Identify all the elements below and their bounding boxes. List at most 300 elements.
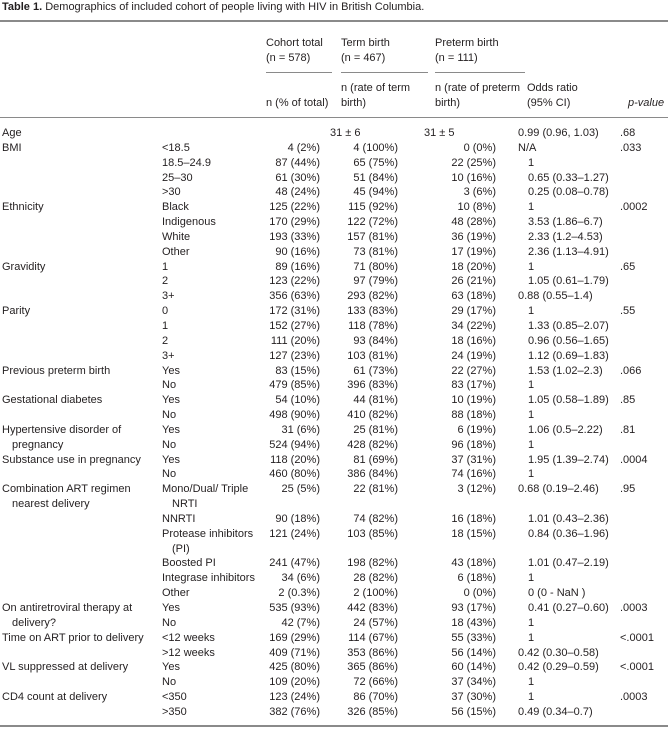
category-label-text: <12 weeks xyxy=(162,631,215,644)
term-birth-cell-text: 45 (94%) xyxy=(353,186,398,199)
odds-ratio-cell xyxy=(518,319,620,334)
term-birth-cell-text: 428 (82%) xyxy=(347,438,398,451)
odds-ratio-cell-text: 1 xyxy=(528,305,535,318)
variable-label xyxy=(0,646,162,661)
header-odds-ratio xyxy=(527,81,578,111)
term-birth-cell-text: 122 (72%) xyxy=(347,216,398,229)
category-label xyxy=(162,260,258,275)
category-label-text: Boosted PI xyxy=(162,557,216,570)
variable-label-text: CD4 count at delivery xyxy=(2,691,108,704)
header-cohort-sub: n (% of total) xyxy=(266,97,329,109)
p-value-cell-text: .95 xyxy=(620,483,636,496)
term-birth-cell xyxy=(330,274,424,289)
variable-label-cont: delivery? xyxy=(12,616,57,629)
preterm-birth-cell xyxy=(424,334,518,349)
category-label xyxy=(162,349,258,364)
odds-ratio-cell-text: 2.33 (1.2–4.53) xyxy=(528,230,603,243)
term-birth-cell xyxy=(330,586,424,601)
odds-ratio-cell xyxy=(518,230,620,245)
term-birth-cell xyxy=(330,675,424,690)
term-birth-cell xyxy=(330,334,424,349)
category-label-text: No xyxy=(162,409,177,422)
table-row xyxy=(0,438,668,453)
term-birth-cell xyxy=(330,556,424,571)
category-label-text: >12 weeks xyxy=(162,646,215,659)
p-value-cell xyxy=(620,141,668,156)
p-value-cell xyxy=(620,185,668,200)
p-value-cell xyxy=(620,601,668,616)
term-birth-cell-text: 410 (82%) xyxy=(347,409,398,422)
odds-ratio-cell xyxy=(518,185,620,200)
variable-label-text: Gestational diabetes xyxy=(2,394,103,407)
preterm-birth-cell-text: 74 (16%) xyxy=(451,468,496,481)
term-birth-cell xyxy=(330,319,424,334)
table-row xyxy=(0,349,668,364)
category-label-text: Black xyxy=(162,201,189,214)
cohort-total-cell xyxy=(258,245,330,260)
preterm-birth-cell-text: 17 (19%) xyxy=(451,245,496,258)
preterm-birth-cell-text: 18 (20%) xyxy=(451,260,496,273)
cohort-total-cell-text: 90 (18%) xyxy=(275,512,320,525)
odds-ratio-cell xyxy=(518,156,620,171)
odds-ratio-cell-text: 0.65 (0.33–1.27) xyxy=(528,171,609,184)
category-label-text: Yes xyxy=(162,364,180,377)
table-number: Table 1. xyxy=(2,1,43,13)
category-label xyxy=(162,171,258,186)
p-value-cell-text: <.0001 xyxy=(620,661,654,674)
term-birth-cell xyxy=(330,527,424,557)
table-row xyxy=(0,705,668,720)
odds-ratio-cell xyxy=(518,556,620,571)
odds-ratio-cell-text: 1 xyxy=(528,631,535,644)
p-value-cell xyxy=(620,675,668,690)
p-value-cell xyxy=(620,690,668,705)
preterm-birth-cell-text: 55 (33%) xyxy=(451,631,496,644)
cohort-total-cell xyxy=(258,126,330,141)
cohort-total-cell-text: 382 (76%) xyxy=(269,705,320,718)
header-term-title xyxy=(341,36,390,66)
table-row xyxy=(0,527,668,557)
header-term-sub1: n (rate of term xyxy=(341,82,411,94)
cohort-total-cell-text: 170 (29%) xyxy=(269,216,320,229)
p-value-cell xyxy=(620,334,668,349)
cohort-total-cell xyxy=(258,364,330,379)
category-label xyxy=(162,527,258,557)
preterm-birth-cell xyxy=(424,364,518,379)
header-term-sub2: birth) xyxy=(341,97,367,109)
variable-label-text: Gravidity xyxy=(2,260,46,273)
table-row xyxy=(0,601,668,616)
odds-ratio-cell xyxy=(518,601,620,616)
odds-ratio-cell xyxy=(518,171,620,186)
cohort-total-cell-text: 127 (23%) xyxy=(269,349,320,362)
cohort-total-cell xyxy=(258,571,330,586)
p-value-cell xyxy=(620,364,668,379)
category-label-text: 2 xyxy=(162,275,169,288)
cohort-total-cell-text: 25 (5%) xyxy=(281,483,320,496)
term-birth-cell-text: 157 (81%) xyxy=(347,230,398,243)
term-birth-cell xyxy=(330,304,424,319)
category-label-text: Indigenous xyxy=(162,216,216,229)
table-row xyxy=(0,334,668,349)
category-label-text: No xyxy=(162,676,177,689)
odds-ratio-cell xyxy=(518,616,620,631)
variable-label xyxy=(0,690,162,705)
cohort-total-cell xyxy=(258,334,330,349)
odds-ratio-cell xyxy=(518,660,620,675)
p-value-cell xyxy=(620,660,668,675)
odds-ratio-cell xyxy=(518,631,620,646)
odds-ratio-cell xyxy=(518,586,620,601)
p-value-cell-text: .0002 xyxy=(620,201,648,214)
header-term-label: Term birth xyxy=(341,37,390,49)
variable-label xyxy=(0,156,162,171)
preterm-birth-cell xyxy=(424,601,518,616)
p-value-cell xyxy=(620,171,668,186)
preterm-birth-cell-text: 18 (15%) xyxy=(451,527,496,540)
preterm-birth-cell-text: 26 (21%) xyxy=(451,275,496,288)
preterm-birth-cell-text: 10 (19%) xyxy=(451,394,496,407)
term-birth-cell-text: 365 (86%) xyxy=(347,661,398,674)
term-birth-cell xyxy=(330,423,424,438)
preterm-birth-cell xyxy=(424,289,518,304)
odds-ratio-cell xyxy=(518,245,620,260)
preterm-birth-cell xyxy=(424,512,518,527)
table-row xyxy=(0,289,668,304)
table-row xyxy=(0,616,668,631)
preterm-birth-cell-text: 88 (18%) xyxy=(451,409,496,422)
odds-ratio-cell xyxy=(518,690,620,705)
category-label xyxy=(162,646,258,661)
preterm-birth-cell-text: 96 (18%) xyxy=(451,438,496,451)
table-row xyxy=(0,200,668,215)
p-value-cell xyxy=(620,304,668,319)
category-label xyxy=(162,378,258,393)
odds-ratio-cell-text: 1 xyxy=(528,691,535,704)
variable-label xyxy=(0,260,162,275)
category-label-cont: (PI) xyxy=(172,542,190,555)
table-row xyxy=(0,126,668,141)
odds-ratio-cell xyxy=(518,408,620,423)
term-birth-cell-text: 198 (82%) xyxy=(347,557,398,570)
p-value-cell xyxy=(620,556,668,571)
header-rule-cohort xyxy=(266,72,332,73)
category-label xyxy=(162,467,258,482)
cohort-total-cell-text: 111 (20%) xyxy=(270,334,320,347)
preterm-birth-cell-text: 6 (18%) xyxy=(457,572,496,585)
table-row xyxy=(0,215,668,230)
category-label-text: 1 xyxy=(162,260,169,273)
preterm-birth-cell xyxy=(424,586,518,601)
term-birth-cell-text: 103 (85%) xyxy=(347,527,398,540)
header-rule-term xyxy=(341,72,428,73)
variable-label-text: Age xyxy=(2,127,22,139)
variable-label xyxy=(0,586,162,601)
category-label-text: 25–30 xyxy=(162,171,193,184)
term-birth-cell-text: 74 (82%) xyxy=(353,512,398,525)
odds-ratio-cell xyxy=(518,289,620,304)
term-birth-cell xyxy=(330,601,424,616)
variable-label-cont: pregnancy xyxy=(12,438,64,451)
p-value-cell-text: .066 xyxy=(620,364,642,377)
variable-label xyxy=(0,467,162,482)
header-odds-sub1: Odds ratio xyxy=(527,82,578,94)
variable-label xyxy=(0,438,162,453)
preterm-birth-cell-text: 56 (15%) xyxy=(451,705,496,718)
term-birth-cell xyxy=(330,705,424,720)
term-birth-cell-text: 293 (82%) xyxy=(347,290,398,303)
p-value-cell xyxy=(620,319,668,334)
term-birth-cell xyxy=(330,571,424,586)
variable-label xyxy=(0,601,162,616)
category-label xyxy=(162,438,258,453)
preterm-birth-cell-text: 37 (34%) xyxy=(451,676,496,689)
preterm-birth-cell xyxy=(424,245,518,260)
header-p-value: p-value xyxy=(628,97,665,109)
cohort-total-cell xyxy=(258,156,330,171)
variable-label xyxy=(0,556,162,571)
odds-ratio-cell xyxy=(518,646,620,661)
cohort-total-cell xyxy=(258,660,330,675)
odds-ratio-cell-text: 1 xyxy=(528,438,535,451)
cohort-total-cell-text: 524 (94%) xyxy=(269,438,320,451)
term-birth-cell-text: 115 (92%) xyxy=(348,201,398,214)
preterm-birth-cell-text: 6 (19%) xyxy=(457,423,496,436)
preterm-birth-cell xyxy=(424,319,518,334)
preterm-birth-cell-text: 18 (43%) xyxy=(451,616,496,629)
odds-ratio-cell xyxy=(518,571,620,586)
table-row xyxy=(0,423,668,438)
odds-ratio-cell-text: 1 xyxy=(528,572,535,585)
odds-ratio-cell-text: 1 xyxy=(528,156,535,169)
odds-ratio-cell xyxy=(518,141,620,156)
preterm-birth-cell xyxy=(424,349,518,364)
category-label-text: No xyxy=(162,379,177,392)
preterm-birth-cell xyxy=(424,527,518,557)
category-label-text: 1 xyxy=(162,319,169,332)
variable-label-text: Previous preterm birth xyxy=(2,364,111,377)
preterm-birth-cell-text: 37 (31%) xyxy=(451,453,496,466)
term-birth-cell-text: 51 (84%) xyxy=(353,171,398,184)
cohort-total-cell-text: 356 (63%) xyxy=(269,290,320,303)
odds-ratio-cell-text: 0.42 (0.29–0.59) xyxy=(518,661,599,674)
preterm-birth-cell xyxy=(424,438,518,453)
term-birth-cell-text: 93 (84%) xyxy=(353,334,398,347)
term-birth-cell xyxy=(330,141,424,156)
variable-label xyxy=(0,215,162,230)
header-preterm-n: (n = 111) xyxy=(435,52,478,64)
cohort-total-cell-text: 425 (80%) xyxy=(269,661,320,674)
odds-ratio-cell xyxy=(518,215,620,230)
cohort-total-cell xyxy=(258,304,330,319)
odds-ratio-cell xyxy=(518,260,620,275)
variable-label xyxy=(0,408,162,423)
table-row xyxy=(0,171,668,186)
cohort-total-cell xyxy=(258,601,330,616)
cohort-total-cell xyxy=(258,185,330,200)
term-birth-cell xyxy=(330,230,424,245)
table-row xyxy=(0,675,668,690)
term-birth-cell-text: 4 (100%) xyxy=(353,141,398,154)
category-label-text: Other xyxy=(162,245,190,258)
cohort-total-cell-text: 123 (22%) xyxy=(269,275,320,288)
variable-label-text: Hypertensive disorder of xyxy=(2,423,122,436)
header-cohort-label: Cohort total xyxy=(266,37,323,49)
p-value-cell xyxy=(620,393,668,408)
category-label xyxy=(162,289,258,304)
cohort-total-cell xyxy=(258,319,330,334)
preterm-birth-cell-text: 10 (16%) xyxy=(451,171,496,184)
preterm-birth-cell xyxy=(424,378,518,393)
variable-label xyxy=(0,660,162,675)
p-value-cell xyxy=(620,512,668,527)
preterm-birth-cell-text: 56 (14%) xyxy=(451,646,496,659)
odds-ratio-cell-text: 0.68 (0.19–2.46) xyxy=(518,483,599,496)
preterm-birth-cell-text: 31 ± 5 xyxy=(424,127,455,139)
variable-label-text: Substance use in pregnancy xyxy=(2,453,141,466)
odds-ratio-cell xyxy=(518,453,620,468)
cohort-total-cell xyxy=(258,556,330,571)
term-birth-cell xyxy=(330,467,424,482)
cohort-total-cell-text: 172 (31%) xyxy=(269,305,320,318)
term-birth-cell-text: 2 (100%) xyxy=(353,587,398,600)
category-label-text: NNRTI xyxy=(162,512,196,525)
cohort-total-cell xyxy=(258,467,330,482)
preterm-birth-cell-text: 60 (14%) xyxy=(451,661,496,674)
odds-ratio-cell xyxy=(518,364,620,379)
odds-ratio-cell xyxy=(518,378,620,393)
preterm-birth-cell-text: 63 (18%) xyxy=(451,290,496,303)
term-birth-cell-text: 44 (81%) xyxy=(353,394,398,407)
category-label-text: No xyxy=(162,616,177,629)
category-label xyxy=(162,393,258,408)
odds-ratio-cell-text: 1 xyxy=(528,409,535,422)
odds-ratio-cell xyxy=(518,200,620,215)
cohort-total-cell-text: 152 (27%) xyxy=(269,319,320,332)
cohort-total-cell xyxy=(258,289,330,304)
p-value-cell xyxy=(620,260,668,275)
term-birth-cell-text: 97 (79%) xyxy=(353,275,398,288)
odds-ratio-cell-text: 1.01 (0.43–2.36) xyxy=(528,512,609,525)
odds-ratio-cell-text: 1.01 (0.47–2.19) xyxy=(528,557,609,570)
table-caption xyxy=(2,1,424,13)
p-value-cell xyxy=(620,631,668,646)
p-value-cell xyxy=(620,467,668,482)
table-row xyxy=(0,274,668,289)
odds-ratio-cell-text: 0.42 (0.30–0.58) xyxy=(518,646,599,659)
variable-label xyxy=(0,171,162,186)
p-value-cell xyxy=(620,571,668,586)
cohort-total-cell-text: 89 (16%) xyxy=(275,260,320,273)
category-label xyxy=(162,274,258,289)
term-birth-cell xyxy=(330,126,424,141)
preterm-birth-cell-text: 37 (30%) xyxy=(451,691,496,704)
odds-ratio-cell-text: 1 xyxy=(528,260,535,273)
table-row xyxy=(0,260,668,275)
cohort-total-cell-text: 54 (10%) xyxy=(275,394,320,407)
term-birth-cell-text: 71 (80%) xyxy=(353,260,398,273)
table-row xyxy=(0,586,668,601)
odds-ratio-cell-text: N/A xyxy=(518,141,537,154)
cohort-total-cell-text: 2 (0.3%) xyxy=(278,587,320,600)
preterm-birth-cell-text: 0 (0%) xyxy=(463,587,496,600)
cohort-total-cell-text: 87 (44%) xyxy=(275,156,320,169)
table-row xyxy=(0,230,668,245)
table-row xyxy=(0,512,668,527)
term-birth-cell xyxy=(330,200,424,215)
category-label-text: 18.5–24.9 xyxy=(162,156,211,169)
category-label xyxy=(162,156,258,171)
cohort-total-cell-text: 535 (93%) xyxy=(269,602,320,614)
preterm-birth-cell-text: 24 (19%) xyxy=(451,349,496,362)
preterm-birth-cell xyxy=(424,126,518,141)
odds-ratio-cell-text: 0.96 (0.56–1.65) xyxy=(528,334,609,347)
p-value-cell xyxy=(620,126,668,141)
cohort-total-cell-text: 31 (6%) xyxy=(281,423,320,436)
term-birth-cell-text: 81 (69%) xyxy=(353,453,398,466)
category-label-text: No xyxy=(162,468,177,481)
category-label xyxy=(162,423,258,438)
cohort-total-cell xyxy=(258,616,330,631)
category-label xyxy=(162,185,258,200)
category-label xyxy=(162,408,258,423)
preterm-birth-cell-text: 10 (8%) xyxy=(457,201,496,214)
term-birth-cell xyxy=(330,364,424,379)
category-label xyxy=(162,675,258,690)
cohort-total-cell xyxy=(258,438,330,453)
term-birth-cell-text: 28 (82%) xyxy=(353,572,398,585)
cohort-total-cell-text: 90 (16%) xyxy=(275,245,320,258)
cohort-total-cell xyxy=(258,349,330,364)
cohort-total-cell xyxy=(258,393,330,408)
term-birth-cell-text: 86 (70%) xyxy=(353,691,398,704)
cohort-total-cell-text: 241 (47%) xyxy=(269,557,320,570)
p-value-cell xyxy=(620,646,668,661)
preterm-birth-cell xyxy=(424,260,518,275)
odds-ratio-cell-text: 0.99 (0.96, 1.03) xyxy=(518,127,599,139)
table-row xyxy=(0,319,668,334)
term-birth-cell xyxy=(330,349,424,364)
preterm-birth-cell xyxy=(424,705,518,720)
table-row xyxy=(0,571,668,586)
p-value-cell-text: <.0001 xyxy=(620,631,654,644)
variable-label xyxy=(0,274,162,289)
table-row xyxy=(0,646,668,661)
cohort-total-cell-text: 169 (29%) xyxy=(269,631,320,644)
cohort-total-cell-text: 42 (7%) xyxy=(281,616,320,629)
odds-ratio-cell-text: 1.33 (0.85–2.07) xyxy=(528,319,609,332)
top-rule xyxy=(0,20,668,22)
cohort-total-cell-text: 193 (33%) xyxy=(269,230,320,243)
category-label xyxy=(162,512,258,527)
term-birth-cell-text: 103 (81%) xyxy=(347,349,398,362)
odds-ratio-cell xyxy=(518,126,620,141)
preterm-birth-cell xyxy=(424,690,518,705)
variable-label xyxy=(0,230,162,245)
term-birth-cell xyxy=(330,171,424,186)
category-label xyxy=(162,631,258,646)
cohort-total-cell-text: 479 (85%) xyxy=(269,379,320,392)
term-birth-cell xyxy=(330,260,424,275)
category-label-text: Yes xyxy=(162,602,180,614)
odds-ratio-cell-text: 1.53 (1.02–2.3) xyxy=(528,364,603,377)
term-birth-cell-text: 72 (66%) xyxy=(353,676,398,689)
preterm-birth-cell xyxy=(424,274,518,289)
odds-ratio-cell-text: 0.49 (0.34–0.7) xyxy=(518,705,593,718)
odds-ratio-cell-text: 1 xyxy=(528,379,535,392)
preterm-birth-cell-text: 3 (6%) xyxy=(463,186,496,199)
table-row xyxy=(0,141,668,156)
